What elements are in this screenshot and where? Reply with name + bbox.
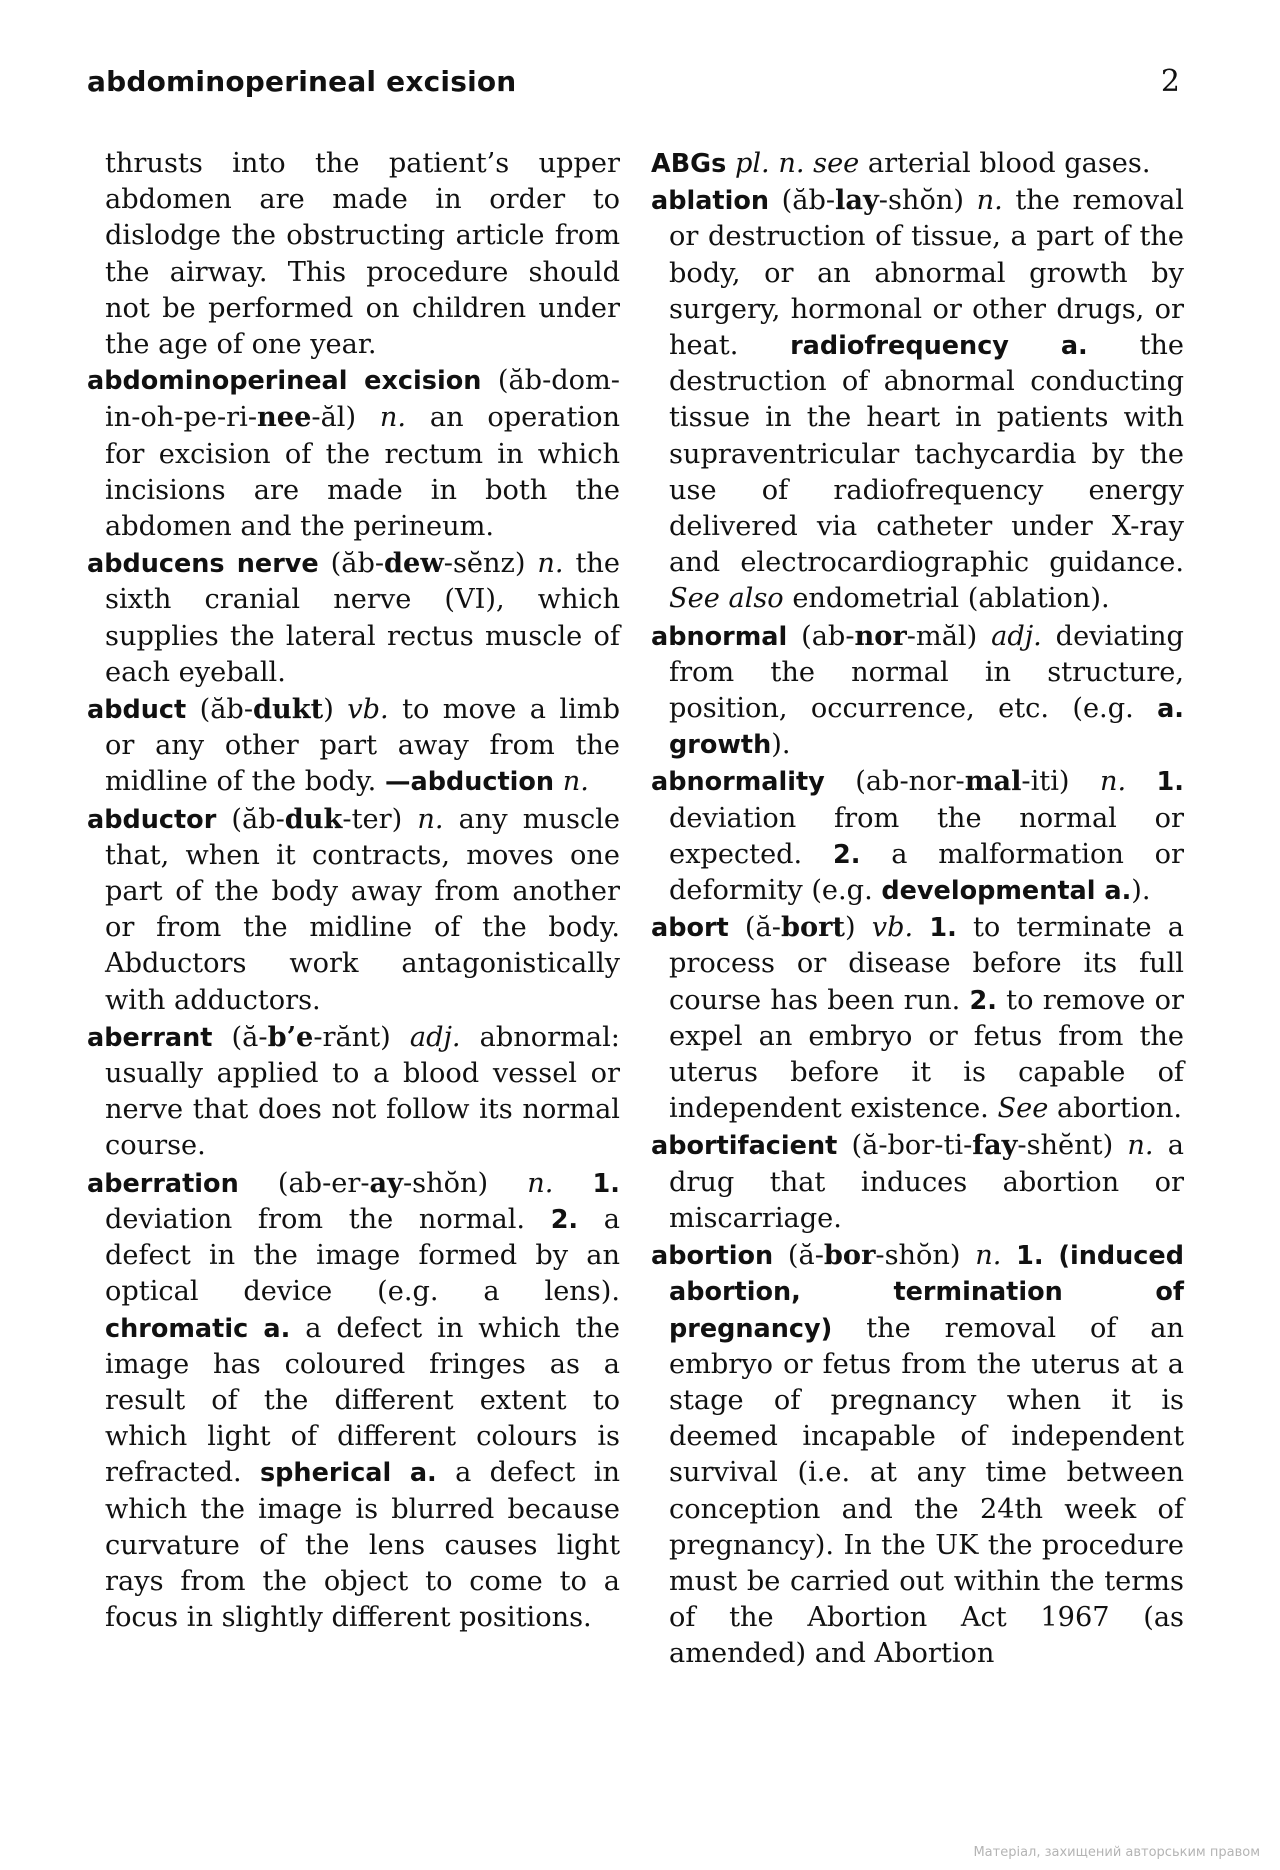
sense-number: 1. — [929, 913, 957, 944]
definition: deviating from the normal in structure, position, occurrence, etc. (e.g. — [669, 620, 1184, 725]
sense-number: 1. — [1016, 1241, 1044, 1272]
definition: an operation for excision of the rectum in which incisions are made in both the abdomen and the perineum. — [105, 402, 620, 543]
sense-number: 1. — [1156, 767, 1184, 798]
sense-number: 2. — [550, 1204, 579, 1235]
part-of-speech: n. — [527, 1167, 554, 1199]
pronunciation: (ă-b’e-rănt) — [231, 1020, 391, 1053]
subentry: chromatic a. — [105, 1313, 291, 1344]
headword: abducens nerve — [87, 549, 319, 580]
entry-abgs — [651, 146, 1184, 182]
part-of-speech: pl. n. see — [734, 148, 860, 179]
entry-abortion — [651, 1237, 1184, 1672]
definition: any muscle that, when it contracts, moves one part of the body away from another or from the midline of the body. Abductors work antagonistically with adductors. — [105, 803, 620, 1016]
headword: abductor — [87, 804, 217, 835]
right-column — [651, 146, 1184, 1673]
left-column — [87, 146, 620, 1636]
headword: abdominoperineal excision — [87, 366, 482, 397]
pronunciation: (ăb-dom-in-oh-pe-ri-nee-ăl) — [105, 365, 620, 434]
pronunciation: (ăb-dukt) — [199, 693, 334, 726]
entry-abortifacient — [651, 1127, 1184, 1237]
definition: the destruction of abnormal conducting tissue in the heart in patients with supraventricular tachycardia by the use of radiofrequency energy delivered via catheter under X-ray and electrocardiographic guidance. — [669, 330, 1184, 579]
definition: a defect in the image formed by an optical device (e.g. a lens). — [105, 1203, 620, 1308]
pronunciation: (ă-bor-shŏn) — [787, 1239, 961, 1272]
copyright-watermark: Матеріал, захищений авторським правом — [973, 1845, 1260, 1860]
definition: a malformation or deformity (e.g. — [669, 838, 1184, 907]
derived-form: —abduction — [384, 767, 555, 798]
part-of-speech: n. — [1099, 766, 1127, 798]
headword: abnormal — [651, 621, 788, 652]
headword: abduct — [87, 695, 187, 726]
subentry: a. growth — [669, 694, 1184, 761]
page-number: 2 — [1160, 64, 1180, 99]
running-head: abdominoperineal excision — [87, 65, 517, 98]
cross-reference: endometrial (ablation). — [792, 583, 1110, 615]
part-of-speech: n. — [1127, 1130, 1154, 1162]
headword: ablation — [651, 186, 770, 217]
part-of-speech: adj. — [991, 620, 1042, 652]
headword: abnormality — [651, 767, 825, 798]
headword: abort — [651, 913, 729, 944]
subentry: developmental a. — [881, 876, 1132, 907]
part-of-speech: n. — [379, 402, 407, 434]
subentry: spherical a. — [260, 1458, 437, 1489]
pronunciation: (ă-bort) — [744, 911, 856, 944]
part-of-speech: vb. — [871, 912, 914, 944]
see: See — [997, 1093, 1049, 1125]
cross-reference: abortion. — [1056, 1093, 1183, 1125]
part-of-speech: n. — [537, 548, 564, 580]
pronunciation: (ă-bor-ti-fay-shĕnt) — [851, 1129, 1114, 1162]
pronunciation: (ab-er-ay-shŏn) — [277, 1166, 489, 1199]
pronunciation: (ăb-lay-shŏn) — [781, 184, 964, 217]
entry-abnormality — [651, 763, 1184, 909]
entry-aberration — [87, 1165, 620, 1637]
definition: to remove or expel an embryo or fetus from the uterus before it is capable of independent existence. — [669, 984, 1184, 1125]
entry-abductor — [87, 801, 620, 1019]
part-of-speech: vb. — [347, 694, 389, 726]
pronunciation: (ăb-dew-sĕnz) — [330, 547, 526, 580]
definition: a drug that induces abortion or miscarriage. — [669, 1130, 1184, 1234]
see-also: See also — [669, 583, 784, 615]
sense-number: 2. — [969, 985, 997, 1016]
headword: abortifacient — [651, 1131, 838, 1162]
headword: abortion — [651, 1241, 774, 1272]
entry-ablation — [651, 182, 1184, 617]
sense-number: 2. — [833, 839, 861, 870]
part-of-speech: n. — [975, 1240, 1002, 1272]
definition: to terminate a process or disease before its full course has been run. — [669, 912, 1184, 1016]
continued-text: thrusts into the patient’s upper abdomen are made in order to dislodge the obstructing article from the airway. This procedure should not be performed on children under the age of one year. — [105, 148, 620, 361]
definition: a defect in which the image has coloured fringes as a result of the different extent to which light of different colours is refracted. — [105, 1312, 620, 1489]
entry-abnormal — [651, 618, 1184, 764]
headword: aberration — [87, 1168, 239, 1199]
definition: abnormal: usually applied to a blood vessel or nerve that does not follow its normal course. — [105, 1021, 620, 1162]
entry-aberrant — [87, 1019, 620, 1165]
derived-pos: n. — [562, 766, 589, 798]
entry-abducens-nerve — [87, 545, 620, 691]
pronunciation: (ab-nor-mal-iti) — [855, 765, 1070, 798]
headword: ABGs — [651, 149, 727, 179]
pronunciation: (ab-nor-măl) — [801, 619, 978, 652]
definition: deviation from the normal. — [105, 1203, 526, 1235]
headword: aberrant — [87, 1022, 213, 1053]
page-header — [87, 64, 1180, 108]
definition: the removal or destruction of tissue, a part of the body, or an abnormal growth by surgery, hormonal or other drugs, or heat. — [669, 185, 1184, 362]
punctuation: ). — [1131, 875, 1151, 907]
definition: the sixth cranial nerve (VI), which supplies the lateral rectus muscle of each eyeball. — [105, 548, 620, 688]
part-of-speech: n. — [417, 803, 444, 835]
definition: a defect in which the image is blurred because curvature of the lens causes light rays from the object to come to a focus in slightly different positions. — [105, 1457, 620, 1634]
pronunciation: (ăb-duk-ter) — [231, 802, 403, 835]
subentry: radiofrequency a. — [790, 331, 1088, 362]
punctuation: ). — [771, 729, 791, 761]
part-of-speech: adj. — [409, 1021, 461, 1053]
entry-abort — [651, 909, 1184, 1127]
definition: deviation from the normal or expected. — [669, 802, 1184, 870]
entry-abduct — [87, 691, 620, 801]
definition: to move a limb or any other part away from the midline of the body. — [105, 694, 620, 798]
part-of-speech: n. — [976, 185, 1003, 217]
cross-reference: arterial blood gases. — [867, 148, 1151, 179]
entry-abdominoperineal-excision — [87, 363, 620, 545]
alternative-terms: (induced abortion, termination of pregnancy) — [669, 1241, 1184, 1344]
sense-number: 1. — [592, 1168, 620, 1199]
definition: the removal of an embryo or fetus from the uterus at a stage of pregnancy when it is deemed incapable of independent survival (i.e. at any time between conception and the 24th week of pregnancy). In the UK the procedure must be carried out within the terms of the Abortion Act 1967 (as amended) and Abortion — [669, 1312, 1184, 1670]
